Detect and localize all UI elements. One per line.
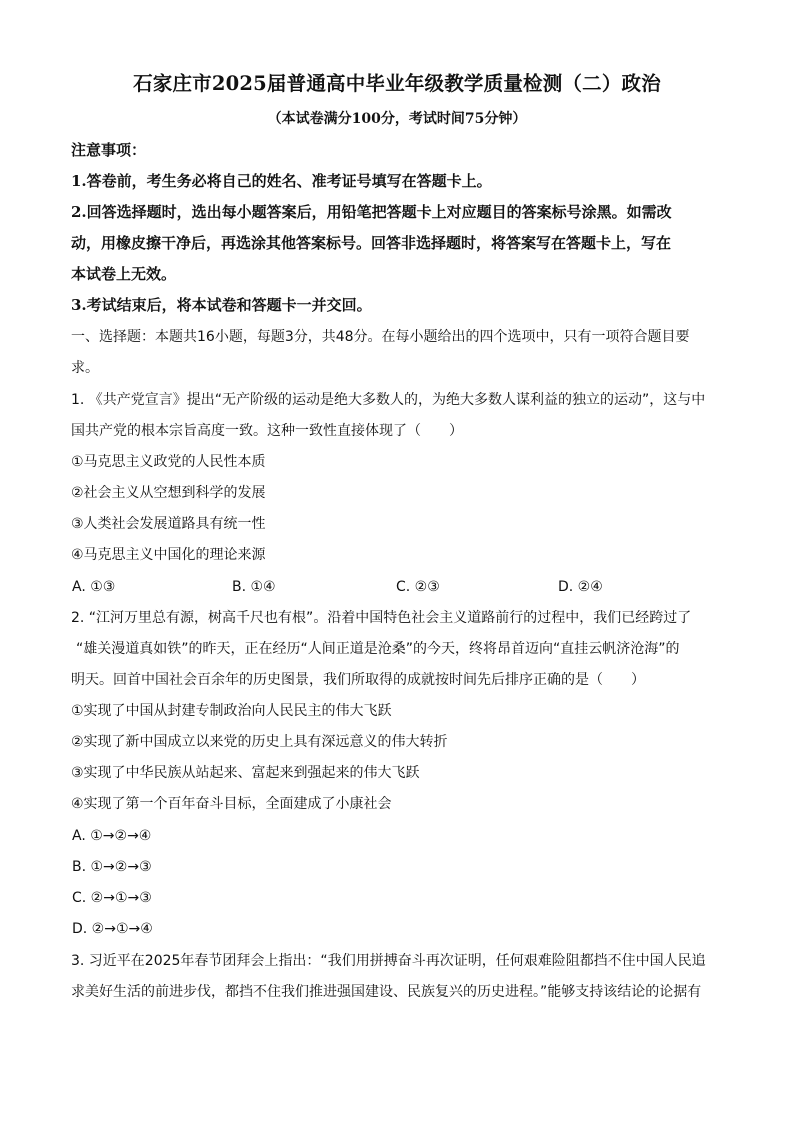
section-intro-line-2: 求。 xyxy=(71,360,99,376)
q1-option-b: B. ①④ xyxy=(232,579,276,595)
notice-heading: 注意事项： xyxy=(71,141,147,159)
notice-item-3: 3.考试结束后，将本试卷和答题卡一并交回。 xyxy=(71,296,372,314)
notice-item-2-line-2: 动，用橡皮擦干净后，再选涂其他答案标号。回答非选择题时，将答案写在答题卡上，写在 xyxy=(71,234,672,252)
q1-statement-3: ③人类社会发展道路具有统一性 xyxy=(71,516,266,532)
q1-stem-line-2: 国共产党的根本宗旨高度一致。这种一致性直接体现了（ ） xyxy=(71,423,463,439)
q2-option-c: C. ②→①→③ xyxy=(72,890,152,906)
q1-option-a: A. ①③ xyxy=(72,579,116,595)
q1-statement-4: ④马克思主义中国化的理论来源 xyxy=(71,547,266,563)
q2-statement-4: ④实现了第一个百年奋斗目标，全面建成了小康社会 xyxy=(71,796,392,812)
q2-option-d: D. ②→①→④ xyxy=(72,921,153,937)
section-intro-line-1: 一、选择题：本题共16小题，每题3分，共48分。在每小题给出的四个选项中，只有一项符合题目要 xyxy=(71,329,690,345)
q1-statement-2: ②社会主义从空想到科学的发展 xyxy=(71,485,266,501)
q2-option-b: B. ①→②→③ xyxy=(72,859,152,875)
q3-stem-line-2: 求美好生活的前进步伐，都挡不住我们推进强国建设、民族复兴的历史进程。”能够支持该结论的论据有 xyxy=(71,984,702,1000)
q1-option-c: C. ②③ xyxy=(396,579,440,595)
q1-option-d: D. ②④ xyxy=(558,579,603,595)
q2-option-a: A. ①→②→④ xyxy=(72,828,152,844)
notice-item-2-line-3: 本试卷上无效。 xyxy=(71,265,177,283)
exam-subtitle: （本试卷满分100分，考试时间75分钟） xyxy=(267,111,527,127)
q1-statement-1: ①马克思主义政党的人民性本质 xyxy=(71,454,266,470)
q2-statement-3: ③实现了中华民族从站起来、富起来到强起来的伟大飞跃 xyxy=(71,765,420,781)
q1-stem-line-1: 1. 《共产党宣言》提出“无产阶级的运动是绝大多数人的，为绝大多数人谋利益的独立的运动”，这与中 xyxy=(71,392,706,408)
q2-stem-line-1: 2. “江河万里总有源，树高千尺也有根”。沿着中国特色社会主义道路前行的过程中，我们已经跨过了 xyxy=(71,610,692,626)
q3-stem-line-1: 3. 习近平在2025年春节团拜会上指出：“我们用拼搏奋斗再次证明，任何艰难险阻都挡不住中国人民追 xyxy=(71,953,706,969)
q2-statement-1: ①实现了中国从封建专制政治向人民民主的伟大飞跃 xyxy=(71,703,392,719)
q2-stem-line-2: “雄关漫道真如铁”的昨天，正在经历“人间正道是沧桑”的今天，终将昂首迈向“直挂云帆济沧海”的 xyxy=(76,641,680,657)
q2-statement-2: ②实现了新中国成立以来党的历史上具有深远意义的伟大转折 xyxy=(71,734,448,750)
exam-title: 石家庄市2025届普通高中毕业年级教学质量检测（二）政治 xyxy=(133,72,661,95)
notice-item-2-line-1: 2.回答选择题时，选出每小题答案后，用铅笔把答题卡上对应题目的答案标号涂黑。如需改 xyxy=(71,203,672,221)
notice-item-1: 1.答卷前，考生务必将自己的姓名、准考证号填写在答题卡上。 xyxy=(71,172,492,190)
q2-stem-line-3: 明天。回首中国社会百余年的历史图景，我们所取得的成就按时间先后排序正确的是（ ） xyxy=(71,672,645,688)
